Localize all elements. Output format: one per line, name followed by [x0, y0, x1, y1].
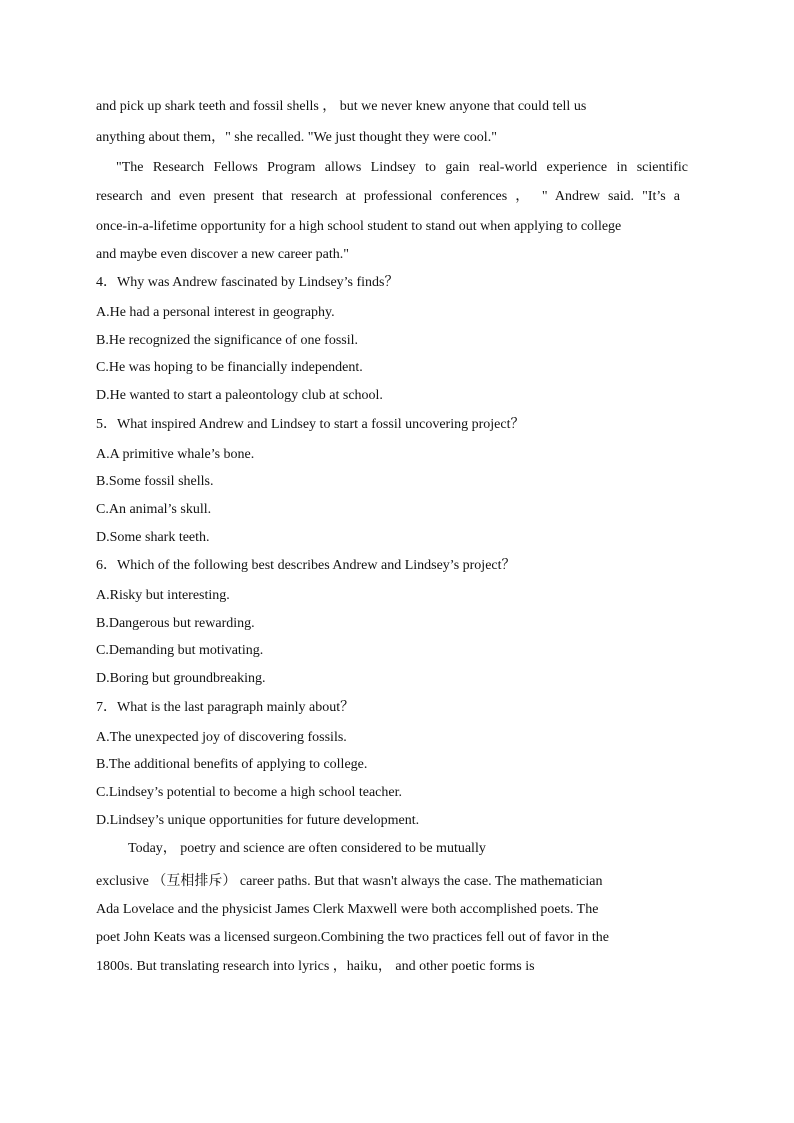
- passage-2-line-3: Ada Lovelace and the physicist James Clerk Maxwell were both accomplished poets. The: [96, 902, 599, 917]
- passage-1-line-3: "The Research Fellows Program allows Lindsey to gain real-world experience in scientific: [116, 160, 688, 175]
- question-5-option-c: C.An animal’s skull.: [96, 502, 212, 517]
- question-7-option-b: B.The additional benefits of applying to college.: [96, 757, 368, 772]
- passage-1-line-1: and pick up shark teeth and fossil shells ， but we never knew anyone that could tell us: [96, 99, 587, 114]
- passage-2-line-4: poet John Keats was a licensed surgeon.Combining the two practices fell out of favor in the: [96, 930, 609, 945]
- question-5-option-b: B.Some fossil shells.: [96, 474, 214, 489]
- question-4-option-b: B.He recognized the significance of one fossil.: [96, 333, 359, 348]
- passage-1-line-4: research and even present that research at professional conferences ， " Andrew said. "It’s a: [96, 189, 680, 204]
- question-5-stem: 5．What inspired Andrew and Lindsey to start a fossil uncovering project？: [96, 417, 525, 432]
- question-6-option-a: A.Risky but interesting.: [96, 588, 230, 603]
- passage-1-line-6: and maybe even discover a new career path.": [96, 247, 349, 262]
- question-4-stem: 4．Why was Andrew fascinated by Lindsey’s finds？: [96, 275, 399, 290]
- question-5-option-a: A.A primitive whale’s bone.: [96, 447, 255, 462]
- question-7-option-c: C.Lindsey’s potential to become a high school teacher.: [96, 785, 402, 800]
- passage-1-line-5: once-in-a-lifetime opportunity for a high school student to stand out when applying to college: [96, 219, 622, 234]
- question-6-option-b: B.Dangerous but rewarding.: [96, 616, 255, 631]
- passage-2-line-5: 1800s. But translating research into lyrics ，haiku， and other poetic forms is: [96, 959, 535, 974]
- question-5-option-d: D.Some shark teeth.: [96, 530, 210, 545]
- question-6-stem: 6．Which of the following best describes Andrew and Lindsey’s project？: [96, 558, 516, 573]
- passage-1-line-2: anything about them，" she recalled. "We just thought they were cool.": [96, 130, 497, 145]
- question-7-option-a: A.The unexpected joy of discovering fossils.: [96, 730, 347, 745]
- passage-2-line-1: Today， poetry and science are often considered to be mutually: [128, 841, 486, 856]
- question-6-option-d: D.Boring but groundbreaking.: [96, 671, 266, 686]
- question-6-option-c: C.Demanding but motivating.: [96, 643, 264, 658]
- question-7-stem: 7．What is the last paragraph mainly about？: [96, 700, 355, 715]
- question-4-option-d: D.He wanted to start a paleontology club at school.: [96, 388, 383, 403]
- question-4-option-a: A.He had a personal interest in geography.: [96, 305, 335, 320]
- question-7-option-d: D.Lindsey’s unique opportunities for future development.: [96, 813, 420, 828]
- passage-2-line-2: exclusive （互相排斥） career paths. But that wasn't always the case. The mathematician: [96, 874, 603, 889]
- question-4-option-c: C.He was hoping to be financially independent.: [96, 360, 363, 375]
